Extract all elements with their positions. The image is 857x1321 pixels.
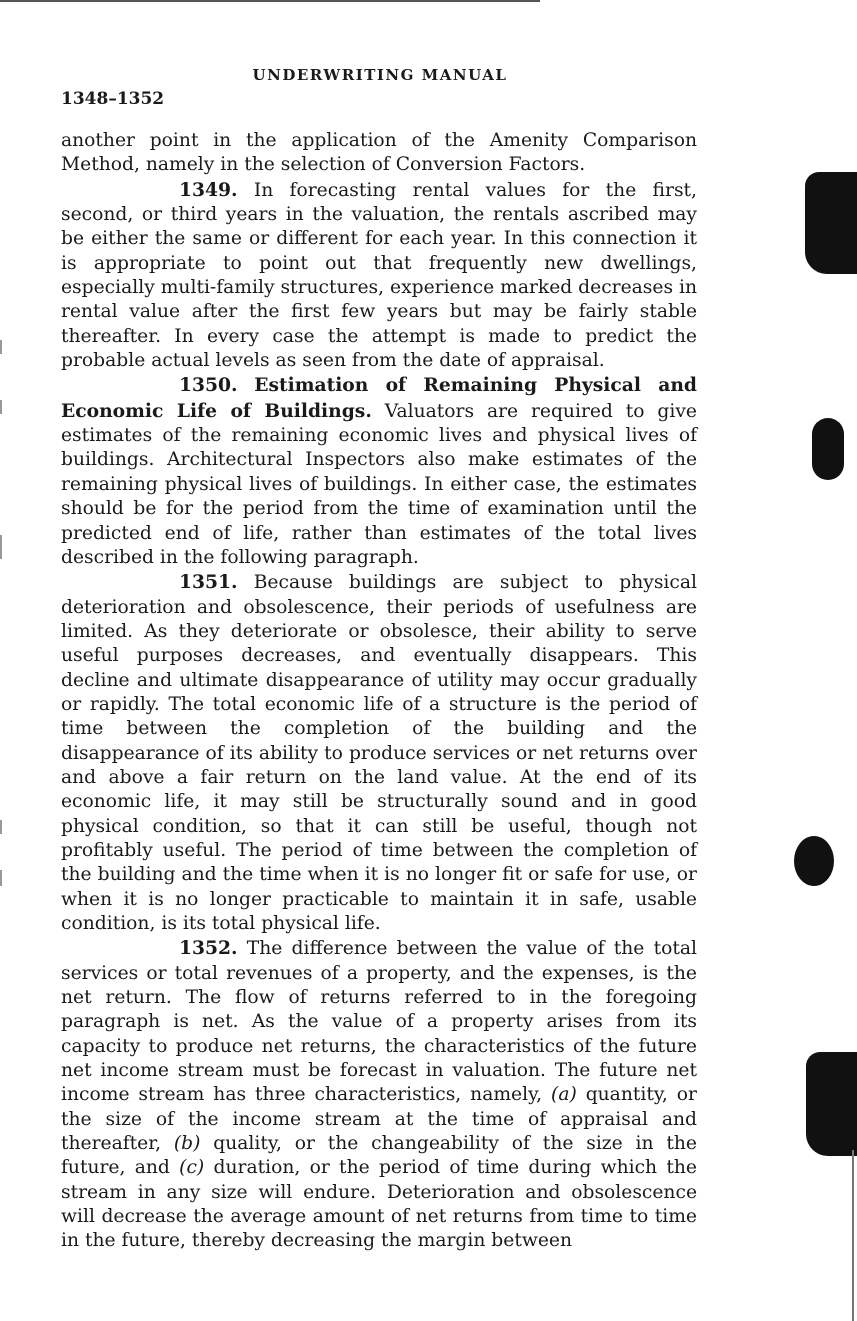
page-body: [61, 129, 697, 1254]
paragraph-continued: [61, 129, 697, 178]
scan-edge-mark: [0, 400, 2, 414]
paragraph-text: The difference between the value of the total services or total revenues of a property, and the expenses, is the net return. The flow of returns referred to in the foregoing paragraph is net. As the value of a property arises from its capacity to produce net returns, the characteristics of the future net income stream must be forecast in valuation. The future net income stream has three characteristics, namely,: [61, 938, 697, 1106]
binding-hole-mark: [794, 836, 834, 886]
paragraph-text: quality, or the changeability of the size in the future, and: [61, 1133, 697, 1179]
paragraph-number: 1351.: [179, 571, 238, 594]
binding-hole-mark: [812, 418, 844, 480]
paragraph-1350: [61, 373, 697, 570]
scan-edge-mark: [0, 870, 2, 886]
paragraph-1352: [61, 936, 697, 1253]
top-rule: [0, 0, 540, 2]
section-range: 1348–1352: [61, 89, 165, 109]
paragraph-text: Because buildings are subject to physical deterioration and obsolescence, their periods of usefulness are limited. As they deteriorate or obsolesce, their ability to serve useful purposes decreases, and eventually disappears. This decline and ultimate disappearance of utility may occur gradually or rapidly. The total economic life of a structure is the period of time between the completion of the building and the disappearance of its ability to produce services or net returns over and above a fair return on the land value. At the end of its economic life, it may still be structurally sound and in good physical condition, so that it can still be useful, though not profitably useful. The period of time between the completion of the building and the time when it is no longer fit or safe for use, or when it is no longer practicable to maintain it in safe, usable condition, is its total physical life.: [61, 572, 697, 934]
list-label-b: (b): [173, 1133, 201, 1155]
list-label-c: (c): [179, 1157, 205, 1179]
paragraph-text: In forecasting rental values for the first, second, or third years in the valuation, the rentals ascribed may be either the same or different for each year. In this connection it is appropriate to point out that frequently new dwellings, especially multi-family structures, experience marked decreases in rental value after the first few years but may be fairly stable thereafter. In every case the attempt is made to predict the probable actual levels as seen from the date of appraisal.: [61, 179, 697, 372]
list-label-a: (a): [551, 1084, 577, 1106]
paragraph-text: another point in the application of the Amenity Comparison Method, namely in the selection of Conversion Factors.: [61, 130, 697, 176]
scan-edge-mark: [852, 1150, 854, 1321]
paragraph-text: quantity, or the size of the income stream at the time of appraisal and thereafter,: [61, 1084, 697, 1155]
paragraph-number: 1350.: [179, 374, 238, 397]
paragraph-1351: [61, 570, 697, 936]
running-title: UNDERWRITING MANUAL: [252, 66, 508, 84]
paragraph-number: 1349.: [179, 178, 238, 201]
paragraph-text: Valuators are required to give estimates of the remaining economic lives and physical lives of buildings. Architectural Inspectors also make estimates of the remaining physical lives of buildings. In either case, the estimates should be for the period from the time of examination until the predicted end of life, rather than estimates of the total lives described in the following paragraph.: [61, 400, 697, 568]
paragraph-text: duration, or the period of time during which the stream in any size will endure. Deterioration and obsolescence will decrease the average amount of net returns from time to time in the future, thereby decreasing the margin between: [61, 1157, 697, 1252]
paragraph-heading: Estimation of Remaining Physical and Economic Life of Buildings.: [61, 374, 697, 422]
paragraph-number: 1352.: [179, 937, 238, 960]
scan-edge-mark: [0, 340, 2, 354]
scan-edge-mark: [0, 820, 2, 834]
binding-hole-mark: [805, 172, 857, 274]
paragraph-1349: [61, 178, 697, 374]
binding-hole-mark: [806, 1052, 857, 1156]
scan-edge-mark: [0, 535, 2, 559]
